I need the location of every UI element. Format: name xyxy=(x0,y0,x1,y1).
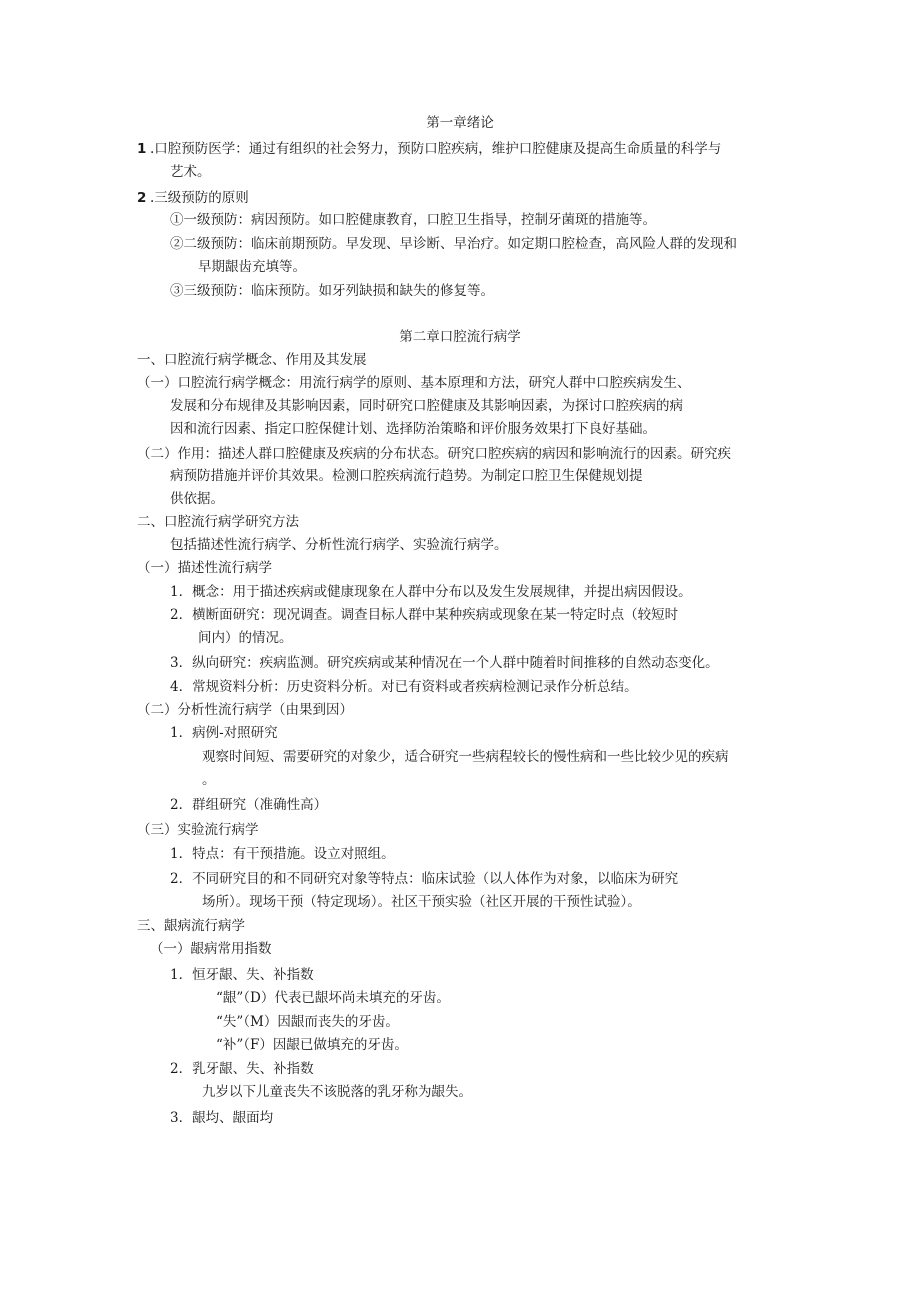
prevention-level2-line2: 早期龈齿充填等。 xyxy=(198,259,306,275)
section3a-item3: 3．龈均、龈面均 xyxy=(170,1110,274,1126)
section1a-line3: 因和流行因素、指定口腔保健计划、选择防治策略和评价服务效果打下良好基础。 xyxy=(170,421,656,437)
section2a-item2-line1: 2．横断面研究：现况调查。调查目标人群中某种疾病或现象在某一特定时点（较短时 xyxy=(170,607,679,623)
section2a-item4: 4．常规资料分析：历史资料分析。对已有资料或者疾病检测记录作分析总结。 xyxy=(170,679,638,695)
section1b-line1: （二）作用：描述人群口腔健康及疾病的分布状态。研究口腔疾病的病因和影响流行的因素。研究疾 xyxy=(137,446,731,462)
section3a-item1-f: “补”（F）因龈已做填充的牙齿。 xyxy=(216,1037,408,1053)
item1-number: 1 xyxy=(137,141,147,157)
section2-intro: 包括描述性流行病学、分析性流行病学、实验流行病学。 xyxy=(170,537,508,553)
section2-heading: 二、口腔流行病学研究方法 xyxy=(137,514,299,530)
item2-number: 2 xyxy=(137,190,147,206)
section3a-heading: （一）龈病常用指数 xyxy=(150,941,272,957)
chapter2-title: 第二章口腔流行病学 xyxy=(399,329,521,345)
section2b-item2: 2．群组研究（准确性高） xyxy=(170,797,328,813)
prevention-level1: ①一级预防：病因预防。如口腔健康教育，口腔卫生指导，控制牙菌斑的措施等。 xyxy=(170,212,656,228)
section2b-item1: 1．病例-对照研究 xyxy=(170,725,278,741)
section2b-item1-desc: 观察时间短、需要研究的对象少，适合研究一些病程较长的慢性病和一些比较少见的疾病 xyxy=(202,749,729,765)
section2b-item1-desc-end: 。 xyxy=(202,772,216,788)
section2c-item2-line1: 2．不同研究目的和不同研究对象等特点：临床试验（以人体作为对象，以临床为研究 xyxy=(170,871,679,887)
section1a-line2: 发展和分布规律及其影响因素，同时研究口腔健康及其影响因素，为探讨口腔疾病的病 xyxy=(170,398,683,414)
prevention-level2-line1: ②二级预防：临床前期预防。早发现、早诊断、早治疗。如定期口腔检查，高风险人群的发现和 xyxy=(170,236,737,252)
prevention-level3: ③三级预防：临床预防。如牙列缺损和缺失的修复等。 xyxy=(170,283,494,299)
section2a-heading: （一）描述性流行病学 xyxy=(137,560,272,576)
section1b-line3: 供依据。 xyxy=(170,491,224,507)
section3a-item1: 1．恒牙龈、失、补指数 xyxy=(170,967,314,983)
section2a-item1: 1．概念：用于描述疾病或健康现象在人群中分布以及发生发展规律，并提出病因假设。 xyxy=(170,584,692,600)
section2c-item1: 1．特点：有干预措施。设立对照组。 xyxy=(170,846,395,862)
section2a-item3: 3．纵向研究：疾病监测。研究疾病或某种情况在一个人群中随着时间推移的自然动态变化。 xyxy=(170,655,719,671)
section3a-item2: 2．乳牙龈、失、补指数 xyxy=(170,1061,314,1077)
section2c-heading: （三）实验流行病学 xyxy=(137,822,259,838)
section1b-line2: 病预防措施并评价其效果。检测口腔疾病流行趋势。为制定口腔卫生保健规划提 xyxy=(170,468,643,484)
item1-text-line2: 艺术。 xyxy=(170,164,211,180)
item2-title: .三级预防的原则 xyxy=(150,190,249,206)
section1a-line1: （一）口腔流行病学概念：用流行病学的原则、基本原理和方法，研究人群中口腔疾病发生、 xyxy=(137,375,691,391)
section2a-item2-line2: 间内）的情况。 xyxy=(198,630,293,646)
section3-heading: 三、龈病流行病学 xyxy=(137,918,245,934)
section2c-item2-line2: 场所）。现场干预（特定现场）。社区干预实验（社区开展的干预性试验）。 xyxy=(202,894,641,910)
item1-text-line1: .口腔预防医学：通过有组织的社会努力，预防口腔疾病，维护口腔健康及提高生命质量的科学与 xyxy=(150,141,722,157)
section1-heading: 一、口腔流行病学概念、作用及其发展 xyxy=(137,352,367,368)
chapter1-title: 第一章绪论 xyxy=(426,115,494,131)
section3a-item1-m: “失”（M）因龈而丧失的牙齿。 xyxy=(216,1014,399,1030)
section3a-item1-d: “龈”（D）代表已龈坏尚未填充的牙齿。 xyxy=(216,990,450,1006)
section2b-heading: （二）分析性流行病学（由果到因） xyxy=(137,702,353,718)
section3a-item2-desc: 九岁以下儿童丧失不该脱落的乳牙称为龈失。 xyxy=(202,1084,472,1100)
